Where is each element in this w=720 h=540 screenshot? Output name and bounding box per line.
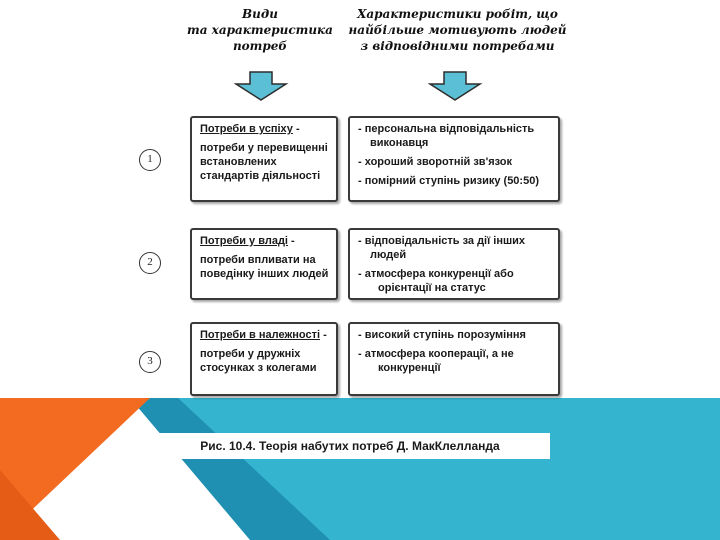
need-desc-line: потреби у дружніх [200,348,301,360]
trait-line: - помірний ступінь ризику (50:50) [358,175,539,187]
trait-line: - високий ступінь порозуміння [358,329,526,341]
row-number-badge: 1 [139,149,161,171]
row-number-badge: 3 [139,351,161,373]
need-dash: - [287,235,295,247]
need-dash: - [292,123,300,135]
trait-line: - персональна відповідальність [358,123,535,135]
need-title: Потреби в належності [200,329,321,341]
down-arrow-icon [234,70,290,104]
trait-line: - атмосфера конкуренції або [358,268,514,280]
need-desc-line: встановлених [200,156,277,168]
figure-caption: Рис. 10.4. Теорія набутих потреб Д. МакКлелланда [150,433,550,459]
trait-line: людей [370,249,407,261]
row-number-badge: 2 [139,252,161,274]
need-desc-line: поведінку інших людей [200,268,329,280]
need-box-power [190,228,338,300]
traits-box-power [348,228,560,300]
traits-box-affiliation [348,322,560,396]
trait-line: - атмосфера кооперації, а не [358,348,514,360]
need-box-affiliation [190,322,338,396]
trait-line: конкуренції [378,362,441,374]
header-right-line: з відповідними потребами [360,39,555,53]
header-left-line: потреб [232,39,288,53]
need-desc-line: потреби впливати на [200,254,316,266]
header-left-line: та характеристика [187,23,333,37]
traits-box-achievement [348,116,560,202]
header-right-line: найбільше мотивують людей [348,23,567,37]
header-right-line: Характеристики робіт, що [357,7,558,21]
need-title: Потреби в успіху [200,123,293,135]
trait-line: - хороший зворотній зв'язок [358,156,513,168]
need-desc-line: стандартів діяльності [200,170,321,182]
need-desc-line: потреби у перевищенні [200,142,328,154]
header-left-line: Види [242,7,278,21]
header-left [185,6,335,54]
header-right [345,6,570,54]
trait-line: - відповідальність за дії інших [358,235,526,247]
need-box-achievement [190,116,338,202]
trait-line: виконавця [370,137,429,149]
down-arrow-icon [428,70,484,104]
need-desc-line: стосунках з колегами [200,362,317,374]
need-dash: - [320,329,327,341]
need-title: Потреби у владі [200,235,288,247]
trait-line: орієнтації на статус [378,282,486,294]
